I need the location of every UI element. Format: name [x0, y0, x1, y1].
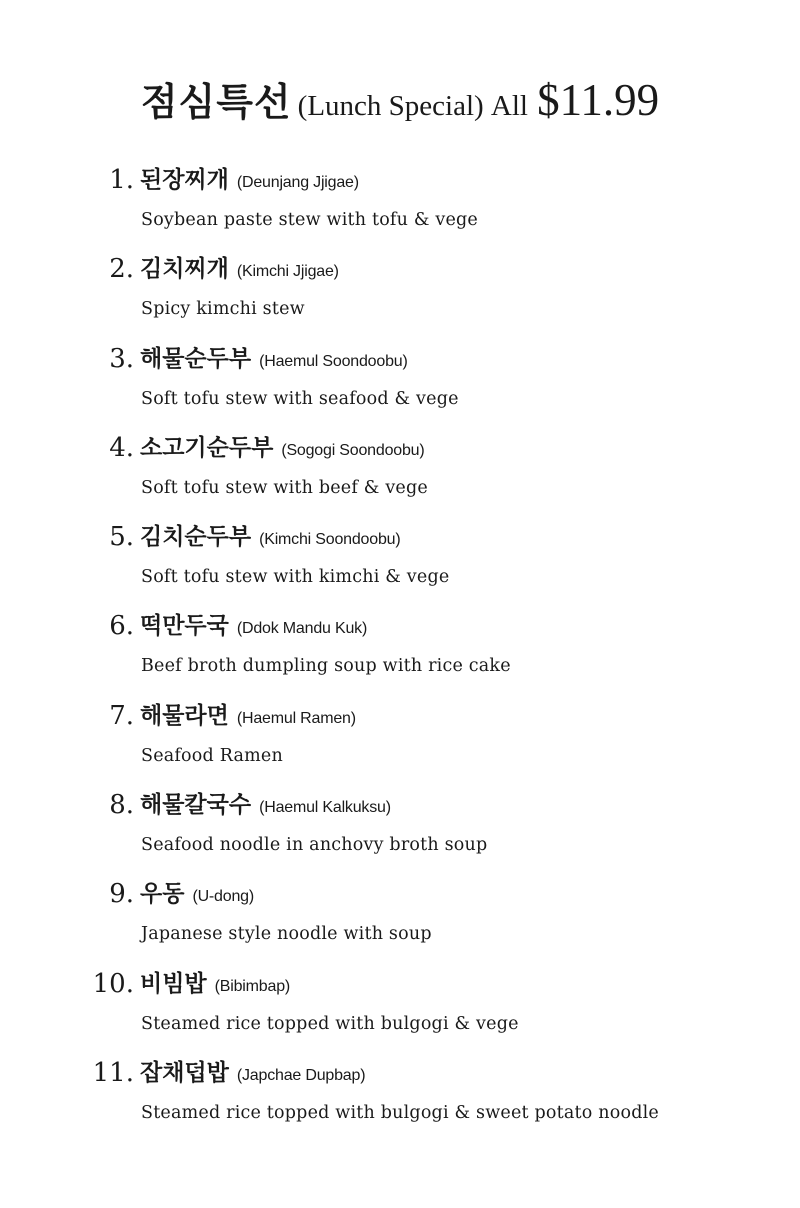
item-number: 3. [109, 343, 134, 374]
item-number: 10. [92, 968, 134, 999]
item-name-english: (Deunjang Jjigae) [236, 174, 359, 191]
item-name-korean: 해물칼국수 (Haemul Kalkuksu) [140, 792, 391, 819]
item-name-english: (Sogogi Soondoobu) [281, 441, 425, 459]
item-name-english: (Haemul Ramen) [236, 709, 356, 727]
title-korean: 점심특선 [140, 80, 292, 124]
item-description: Beef broth dumpling soup with rice cake [141, 656, 511, 677]
item-name-korean: 비빔밥 (Bibimbap) [140, 970, 291, 997]
item-name-korean: 해물순두부 (Haemul Soondoobu) [140, 345, 408, 372]
item-name-english: (Haemul Kalkuksu) [259, 799, 391, 817]
item-number: 11. [92, 1057, 134, 1088]
item-name-korean: 해물라면 (Haemul Ramen) [140, 702, 356, 729]
menu-item-11 [0, 1053, 800, 1142]
menu-item-5 [0, 517, 800, 606]
item-name-korean: 김치찌개 (Kimchi Jjigae) [140, 256, 339, 283]
item-number: 7. [109, 700, 134, 731]
item-name-korean: 김치순두부 (Kimchi Soondoobu) [140, 524, 401, 551]
item-description: Steamed rice topped with bulgogi & vege [141, 1013, 519, 1034]
item-name-korean: 된장찌개 (Deunjang Jjigae) [140, 167, 359, 193]
item-description: Soft tofu stew with kimchi & vege [141, 567, 450, 588]
item-description: Steamed rice topped with bulgogi & sweet potato noodle [141, 1102, 659, 1123]
item-number: 6. [109, 611, 134, 642]
item-number: 5. [109, 522, 134, 553]
item-number: 9. [109, 879, 134, 910]
item-description: Spicy kimchi stew [141, 299, 305, 320]
menu-item-3 [0, 339, 800, 428]
item-name-english: (Bibimbap) [214, 977, 291, 995]
item-number: 1. [109, 165, 134, 195]
item-name-korean: 소고기순두부 (Sogogi Soondoobu) [140, 434, 425, 461]
title-english: (Lunch Special) All [297, 90, 528, 122]
title-price: $11.99 [537, 75, 660, 125]
item-description: Japanese style noodle with soup [141, 924, 432, 945]
item-name-korean: 떡만두국 (Ddok Mandu Kuk) [140, 613, 368, 640]
item-name-english: (Kimchi Soondoobu) [259, 531, 401, 549]
menu-item-4 [0, 428, 800, 517]
item-description: Soft tofu stew with seafood & vege [141, 388, 459, 409]
item-description: Soybean paste stew with tofu & vege [141, 210, 478, 230]
item-name-english: (Ddok Mandu Kuk) [236, 620, 368, 638]
item-number: 4. [109, 432, 134, 463]
menu-item-8 [0, 785, 800, 874]
menu-item-9 [0, 874, 800, 963]
menu-title [0, 70, 800, 140]
item-number: 8. [109, 790, 134, 821]
item-name-english: (Kimchi Jjigae) [236, 263, 339, 281]
item-description: Seafood Ramen [141, 745, 283, 766]
menu-item-10 [0, 964, 800, 1053]
menu-item-2 [0, 249, 800, 338]
menu-item-7 [0, 696, 800, 785]
menu-item-1 [0, 160, 800, 249]
item-description: Seafood noodle in anchovy broth soup [141, 835, 488, 856]
item-description: Soft tofu stew with beef & vege [141, 477, 428, 498]
item-name-korean: 우동 (U-dong) [140, 881, 254, 908]
menu-item-6 [0, 606, 800, 695]
item-name-english: (Japchae Dupbap) [236, 1066, 366, 1084]
item-name-english: (U-dong) [192, 888, 254, 906]
item-name-korean: 잡채덥밥 (Japchae Dupbap) [140, 1059, 366, 1086]
item-number: 2. [109, 254, 134, 285]
menu-list [0, 160, 800, 1142]
item-name-english: (Haemul Soondoobu) [259, 352, 408, 370]
